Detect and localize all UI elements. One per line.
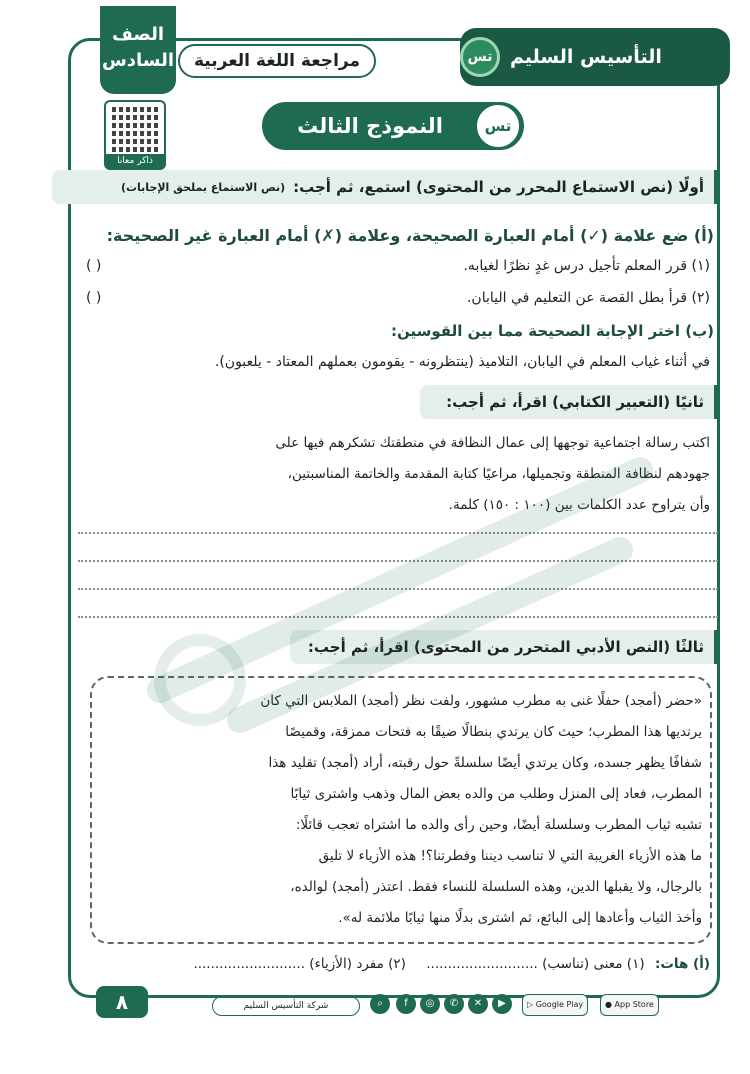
- section3-questions: [70, 956, 710, 972]
- google-play-badge[interactable]: [522, 994, 588, 1016]
- writing-line[interactable]: [78, 588, 718, 590]
- company-name: شركة التأسيس السليم: [212, 996, 360, 1016]
- passage-line-1: «حضر (أمجد) حفلًا غنى به مطرب مشهور، ولفت نظر (أمجد) الملابس التي كان: [260, 693, 702, 709]
- section1-choice: في أثناء غياب المعلم في اليابان، التلاميذ (ينتظرونه - يقومون بعملهم المعتاد - يلعبون).: [214, 354, 710, 370]
- search-icon[interactable]: ⌕: [370, 994, 390, 1014]
- grade-line2: السادس: [101, 50, 175, 71]
- section2-line-2: جهودهم لنظافة المنطقة وتجميلها، مراعيًا كتابة المقدمة والخاتمة المناسبتين،: [287, 466, 710, 482]
- section3-header: [290, 630, 720, 664]
- section3-title: ثالثًا (النص الأدبي المتحرر من المحتوى) اقرأ، ثم أجب:: [307, 638, 704, 656]
- section2-line-1: اكتب رسالة اجتماعية توجهها إلى عمال النظافة في منطقتك تشكرهم فيها على: [275, 435, 710, 451]
- google-play-label: Google Play: [535, 1000, 584, 1009]
- brand-banner: [460, 28, 730, 86]
- passage-line-5: تشبه ثياب المطرب وسلسلة أيضًا، وحين رأى والده ما اشتراه تعجب قائلًا:: [295, 817, 702, 833]
- section1-item-1: (١) قرر المعلم تأجيل درس غدٍ نظرًا لغيابه.: [463, 258, 710, 274]
- writing-line[interactable]: [78, 532, 718, 534]
- brand-name: التأسيس السليم: [510, 46, 662, 68]
- grade-tab: [100, 6, 176, 94]
- passage-line-8: وأخذ الثياب وأعادها إلى البائع، ثم اشترى بدلًا منها ثيابًا ملائمة له».: [338, 910, 702, 926]
- passage-line-6: ما هذه الأزياء الغريبة التي لا تناسب ديننا وفطرتنا؟! هذه الأزياء لا تليق: [318, 848, 702, 864]
- youtube-icon[interactable]: ▶: [492, 994, 512, 1014]
- writing-line[interactable]: [78, 616, 718, 618]
- qr-label: ذاكر معانا: [106, 154, 164, 168]
- writing-line[interactable]: [78, 560, 718, 562]
- instagram-icon[interactable]: ◎: [420, 994, 440, 1014]
- grade-line1: الصف: [111, 24, 165, 45]
- model-title-banner: [262, 102, 524, 150]
- section1-note: (نص الاستماع بملحق الإجابات): [120, 180, 286, 194]
- section2-prompt: [68, 428, 710, 521]
- review-title: مراجعة اللغة العربية: [178, 44, 376, 78]
- x-icon[interactable]: ✕: [468, 994, 488, 1014]
- section1-part-b: (ب) اختر الإجابة الصحيحة مما بين القوسين:: [391, 322, 714, 340]
- reading-passage: [84, 686, 702, 934]
- qr-code[interactable]: [104, 100, 166, 170]
- brand-logo-icon: تس: [460, 37, 500, 77]
- app-store-label: App Store: [614, 1000, 654, 1009]
- section2-line-3: وأن يتراوح عدد الكلمات بين (١٠٠ : ١٥٠) كلمة.: [448, 497, 710, 513]
- passage-line-4: المطرب، فعاد إلى المنزل وطلب من والده بعض المال وذهب واشترى ثيابًا: [290, 786, 702, 802]
- whatsapp-icon[interactable]: ✆: [444, 994, 464, 1014]
- answer-paren-2[interactable]: ( ): [86, 290, 102, 306]
- app-store-badge[interactable]: [600, 994, 659, 1016]
- qr-pattern-overlay: [112, 106, 158, 152]
- passage-line-7: بالرجال، ولا يقبلها الدين، وهذه السلسلة للنساء فقط. اعتذر (أمجد) لوالده،: [290, 879, 702, 895]
- answer-paren-1[interactable]: ( ): [86, 258, 102, 274]
- google-play-icon: ▷: [527, 1000, 534, 1009]
- passage-line-3: شفافًا يظهر جسده، وكان يرتدي أيضًا سلسلةً حول رقبته، أراد (أمجد) تقليد هذا: [268, 755, 702, 771]
- section1-title: أولًا (نص الاستماع المحرر من المحتوى) استمع، ثم أجب:: [293, 178, 704, 196]
- facebook-icon[interactable]: f: [396, 994, 416, 1014]
- apple-icon: ●: [605, 1000, 612, 1009]
- page-number: ٨: [96, 986, 148, 1018]
- section2-header: [420, 385, 720, 419]
- section1-part-a: (أ) ضع علامة (✓) أمام العبارة الصحيحة، وعلامة (✗) أمام العبارة غير الصحيحة:: [106, 226, 714, 245]
- passage-line-2: يرتديها هذا المطرب؛ حيث كان يرتدي بنطالًا ضيقًا به فتحات ممزقة، وقميصًا: [285, 724, 702, 740]
- section1-header: [52, 170, 720, 204]
- model-title: النموذج الثالث: [297, 114, 443, 138]
- question-label: (أ) هات:: [654, 956, 710, 972]
- section2-title: ثانيًا (التعبير الكتابي) اقرأ، ثم أجب:: [446, 393, 704, 411]
- question-2[interactable]: (٢) مفرد (الأزياء) ..........................: [193, 956, 406, 972]
- section1-item-2: (٢) قرأ بطل القصة عن التعليم في اليابان.: [466, 290, 710, 306]
- question-1[interactable]: (١) معنى (تناسب) ..........................: [426, 956, 645, 972]
- model-logo-icon: تس: [474, 102, 522, 150]
